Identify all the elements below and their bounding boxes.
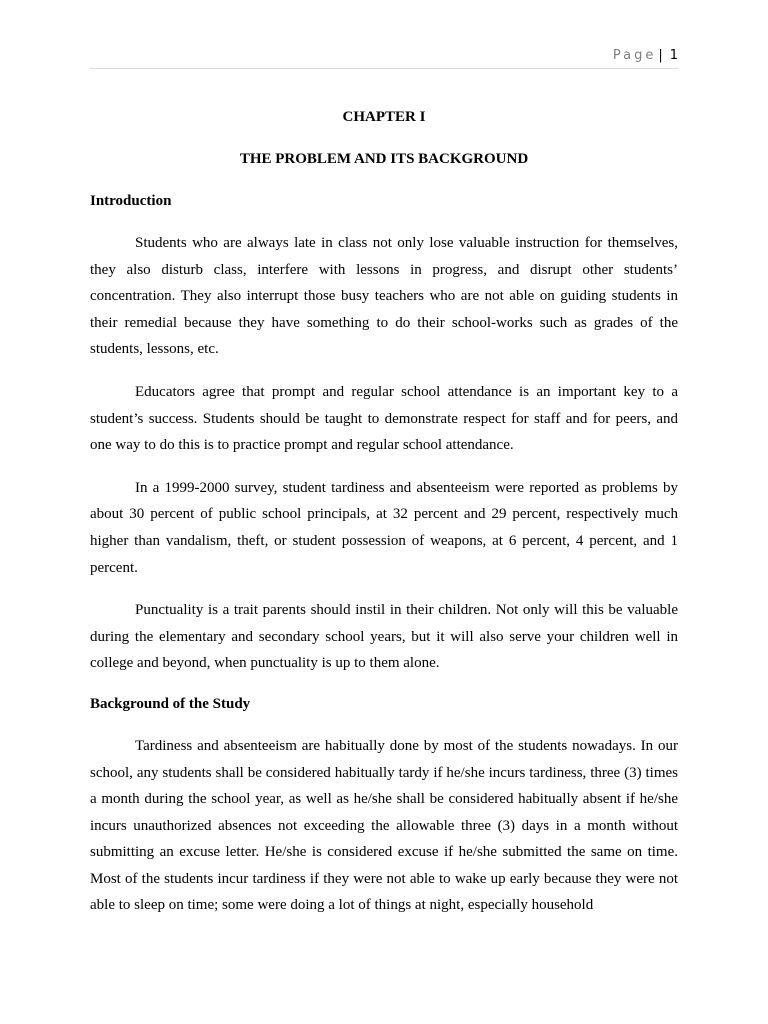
page-label: Page: [612, 48, 657, 63]
section-heading-background: Background of the Study: [90, 695, 251, 712]
page-number: 1: [669, 48, 678, 63]
page-separator: |: [658, 48, 666, 63]
paragraph: Tardiness and absenteeism are habitually done by most of the students nowadays. In our school, any students shall be considered habitually tardy if he/she incurs tardiness, three (3) times a month during the school year, as well as he/she shall be considered habitually absent if he/she incurs unauthorized absences not exceeding the allowable three (3) days in a month without submitting an excuse letter. He/she is considered excuse if he/she submitted the same on time. Most of the students incur tardiness if they were not able to wake up early because they were not able to sleep on time; some were doing a lot of things at night, especially household: [90, 737, 678, 914]
paragraph: Students who are always late in class not only lose valuable instruction for themselves, they also disturb class, interfere with lessons in progress, and disrupt other students’ concentration. They also interrupt those busy teachers who are not able on guiding students in their remedial because they have something to do their school-works such as grades of the students, lessons, etc.: [90, 235, 678, 358]
chapter-title: THE PROBLEM AND ITS BACKGROUND: [239, 151, 529, 167]
page-number-label: [613, 48, 678, 63]
page-header: [90, 44, 678, 69]
paragraph: Educators agree that prompt and regular school attendance is an important key to a student’s success. Students should be taught to demonstrate respect for staff and for peers, and one way to do this is to practice prompt and regular school attendance.: [90, 383, 678, 454]
document-body: [90, 106, 678, 919]
section-heading-introduction: Introduction: [90, 193, 172, 209]
chapter-number: CHAPTER I: [342, 109, 426, 125]
paragraph: In a 1999-2000 survey, student tardiness and absenteeism were reported as problems by about 30 percent of public school principals, at 32 percent and 29 percent, respectively much higher than vandalism, theft, or student possession of weapons, at 6 percent, 4 percent, and 1 percent.: [90, 479, 678, 576]
paragraph: Punctuality is a trait parents should instil in their children. Not only will this be valuable during the elementary and secondary school years, but it will also serve your children well in college and beyond, when punctuality is up to them alone.: [90, 602, 678, 672]
